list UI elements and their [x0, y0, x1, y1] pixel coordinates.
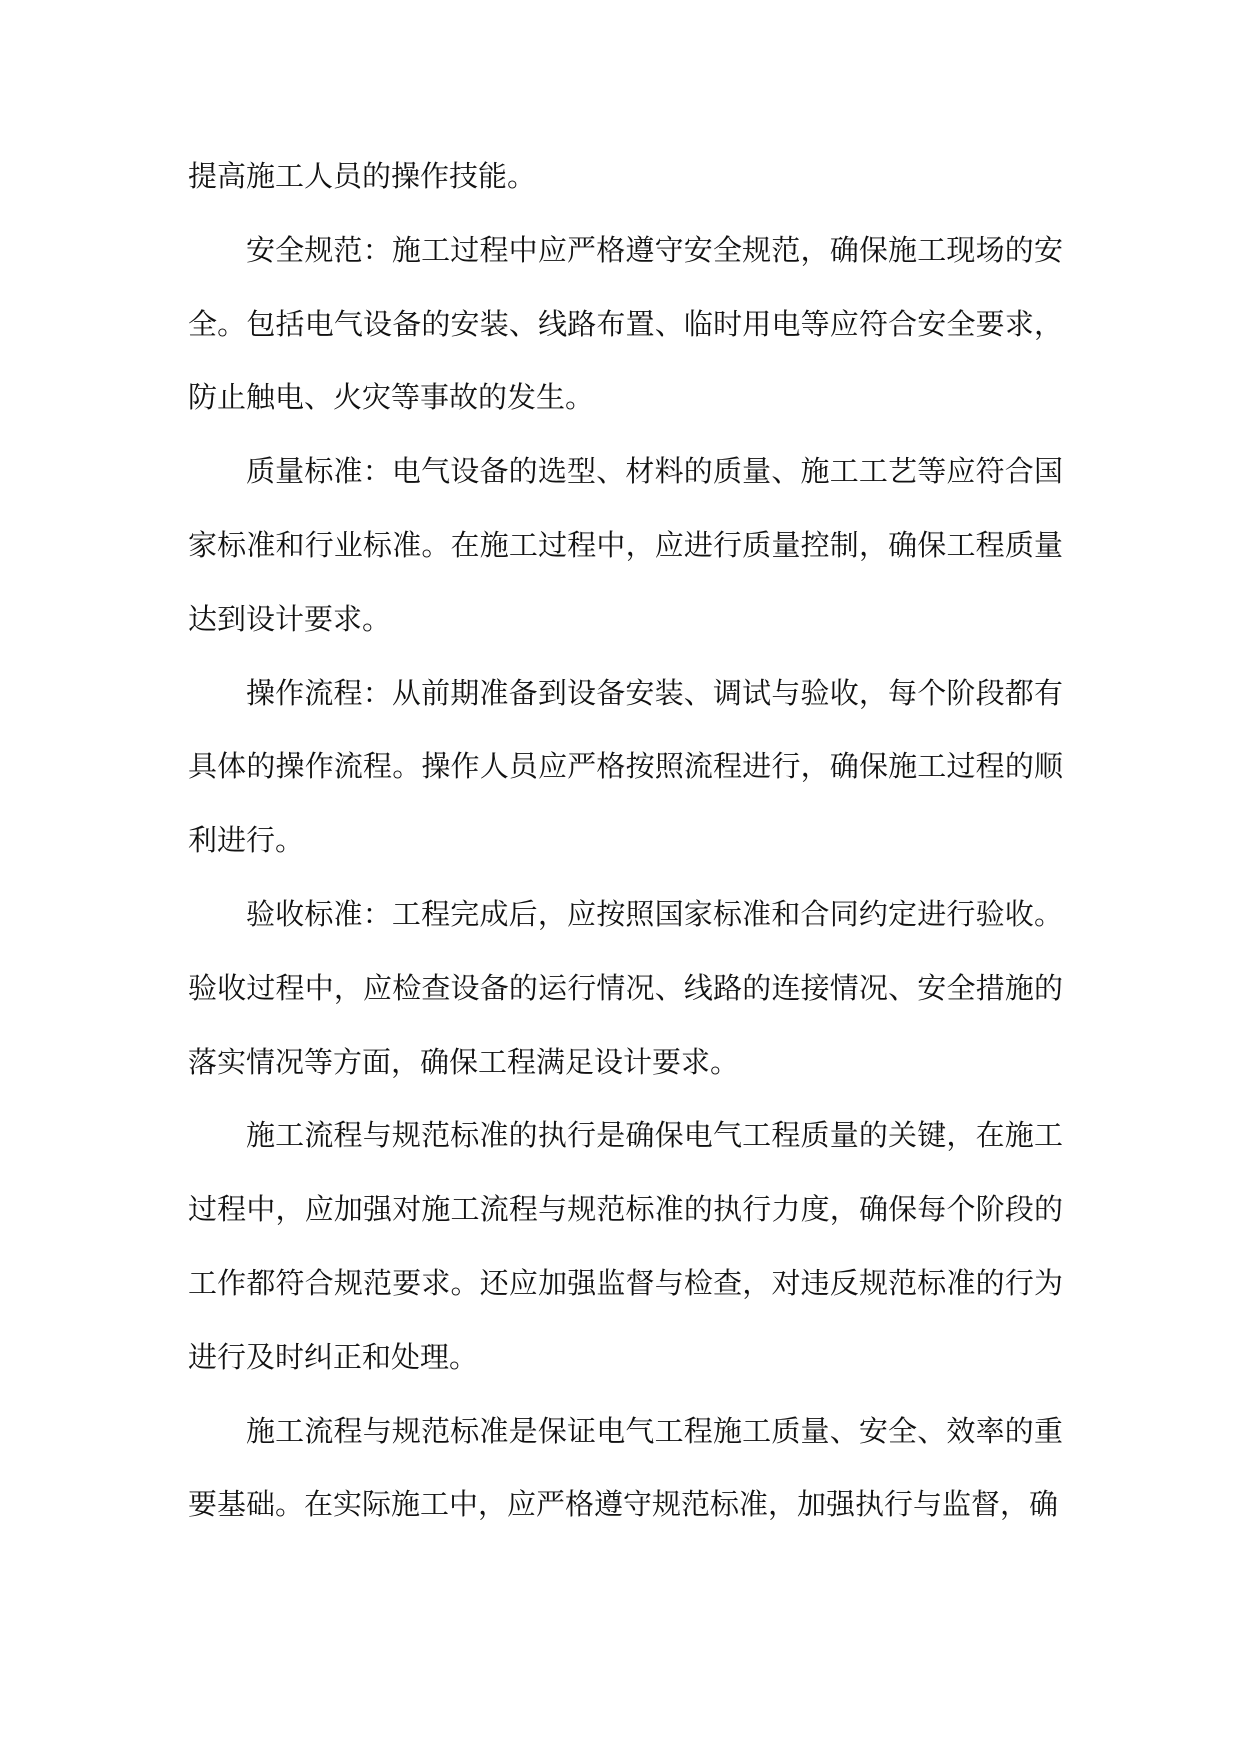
paragraph-acceptance-standards: 验收标准：工程完成后，应按照国家标准和合同约定进行验收。验收过程中，应检查设备的运行情况、线路的连接情况、安全措施的落实情况等方面，确保工程满足设计要求。 [188, 896, 1063, 1079]
paragraph-continuation: 提高施工人员的操作技能。 [188, 159, 537, 193]
paragraph-quality-standards: 质量标准：电气设备的选型、材料的质量、施工工艺等应符合国家标准和行业标准。在施工过程中，应进行质量控制，确保工程质量达到设计要求。 [188, 454, 1063, 636]
paragraph-execution: 施工流程与规范标准的执行是确保电气工程质量的关键，在施工过程中，应加强对施工流程与规范标准的执行力度，确保每个阶段的工作都符合规范要求。还应加强监督与检查，对违反规范标准的行为进行及时纠正和处理。 [188, 1118, 1063, 1374]
paragraph-operating-procedures: 操作流程：从前期准备到设备安装、调试与验收，每个阶段都有具体的操作流程。操作人员应严格按照流程进行，确保施工过程的顺利进行。 [188, 675, 1063, 858]
paragraph-safety-standards: 安全规范：施工过程中应严格遵守安全规范，确保施工现场的安全。包括电气设备的安装、线路布置、临时用电等应符合安全要求，防止触电、火灾等事故的发生。 [188, 232, 1063, 415]
body-text [188, 140, 1063, 1542]
paragraph-conclusion: 施工流程与规范标准是保证电气工程施工质量、安全、效率的重要基础。在实际施工中，应严格遵守规范标准，加强执行与监督，确 [188, 1413, 1063, 1522]
